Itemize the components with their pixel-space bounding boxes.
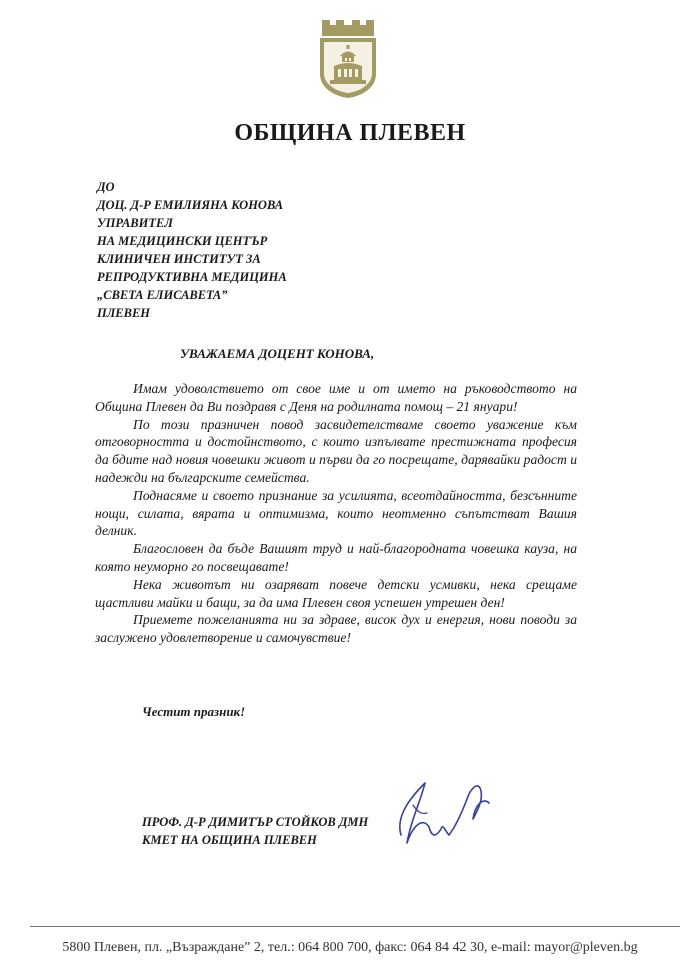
recipient-line: ДО [97,180,115,194]
recipient-block [97,178,287,322]
recipient-line: УПРАВИТЕЛ [97,216,173,230]
signer-position: КМЕТ НА ОБЩИНА ПЛЕВЕН [142,833,317,847]
salutation: УВАЖАЕМА ДОЦЕНТ КОНОВА, [180,346,375,361]
recipient-line: „СВЕТА ЕЛИСАВЕТА” [97,288,228,302]
recipient-line: КЛИНИЧЕН ИНСТИТУТ ЗА [97,252,261,266]
letter-body [95,380,577,647]
body-paragraph: Благословен да бъде Вашият труд и най-благородната човешка кауза, на която неуморно го посвещавате! [95,541,577,574]
pleven-coat-of-arms-icon [316,18,380,100]
body-paragraph: Поднасяме и своето признание за усилията, всеотдайността, безсънните нощи, силата, вярата и оптимизма, които неотменно съпътстват Вашия делник. [95,487,577,539]
signer-name: ПРОФ. Д-Р ДИМИТЪР СТОЙКОВ ДМН [142,815,369,829]
recipient-line: РЕПРОДУКТИВНА МЕДИЦИНА [97,270,287,284]
body-paragraph: По този празничен повод засвидетелстваме своето уважение към отговорността и достойнството, с които изпълвате престижната професия да бдите над новия човешки живот и първи да го посрещате, дарявайки радост и надежди на българските семейства. [95,416,577,485]
recipient-line: ПЛЕВЕН [97,306,151,320]
municipality-title: ОБЩИНА ПЛЕВЕН [234,120,466,146]
body-paragraph: Нека животът ни озаряват повече детски усмивки, нека срещаме щастливи майки и бащи, за да има Плевен своя успешен утрешен ден! [95,576,577,610]
signer-block [142,813,368,849]
recipient-line: НА МЕДИЦИНСКИ ЦЕНТЪР [97,234,268,248]
footer-divider [30,926,680,927]
closing-greeting: Честит празник! [142,704,246,719]
footer-contact: 5800 Плевен, пл. „Възраждане” 2, тел.: 064 800 700, факс: 064 84 42 30, e-mail: mayor@pleven.bg [62,940,638,955]
handwritten-signature [383,765,503,855]
recipient-line: ДОЦ. Д-Р ЕМИЛИЯНА КОНОВА [97,198,284,212]
body-paragraph: Приемете пожеланията ни за здраве, висок дух и енергия, нови поводи за заслужено удовлетворение и самочувствие! [95,612,577,646]
body-paragraph: Имам удоволствието от свое име и от името на ръководството на Община Плевен да Ви поздравя с Деня на родилната помощ – 21 януари! [95,381,577,414]
